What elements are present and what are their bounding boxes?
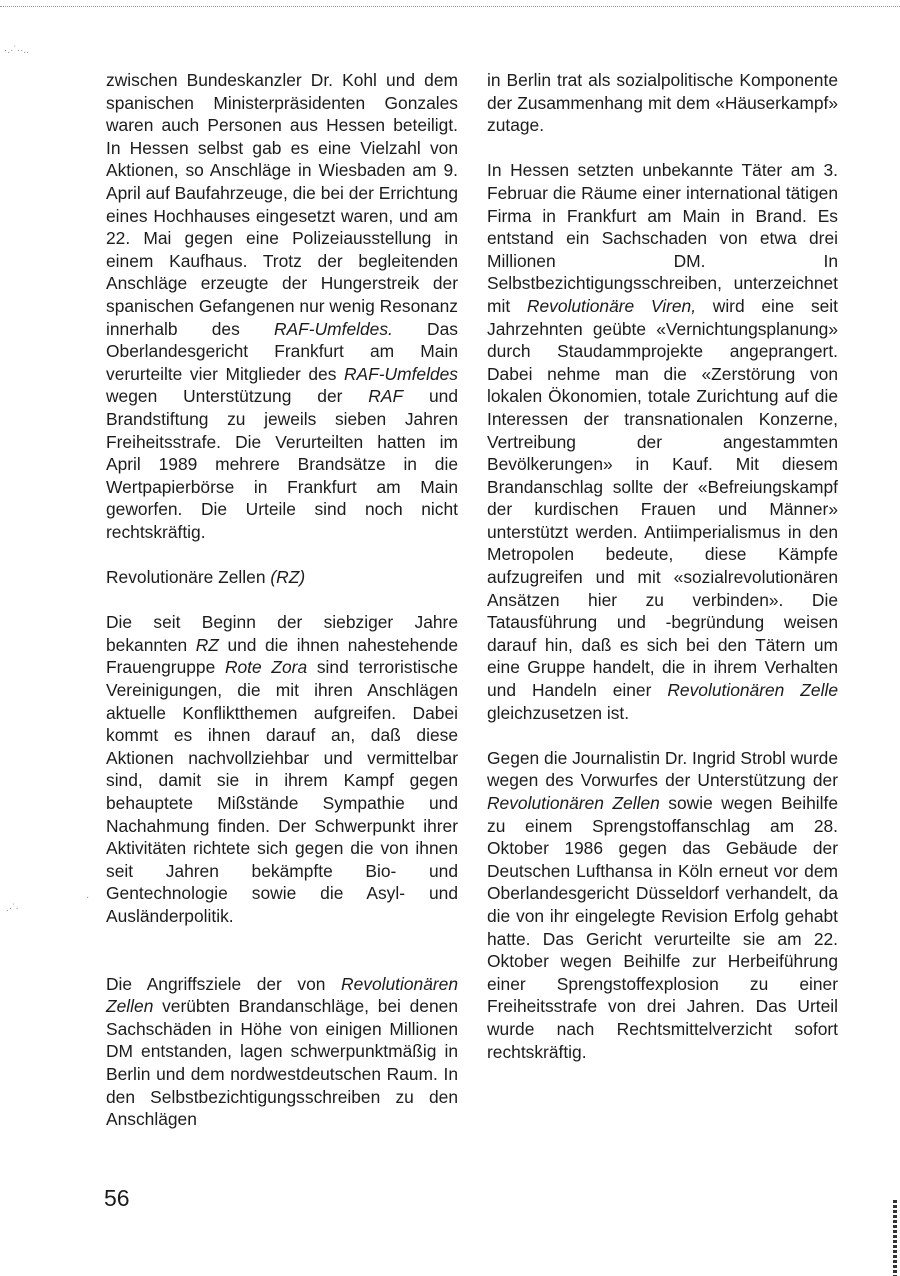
text-run: In Hessen setzten unbekannte Täter am 3. Februar die Räume einer international tätigen Firma in Frankfurt am Main in Brand. Es entstand ein Sachschaden von etwa drei Millionen DM. In Selbstbezichtigungsschreiben, unterzeichnet mit bbox=[487, 160, 838, 316]
text-run-italic: Rote Zora bbox=[224, 657, 308, 678]
right-paragraph-3 bbox=[487, 747, 838, 1063]
right-paragraph-1 bbox=[487, 69, 838, 137]
text-run-italic: Revolutionäre Viren, bbox=[526, 295, 697, 316]
left-paragraph-1 bbox=[106, 69, 458, 543]
scan-top-edge bbox=[0, 6, 900, 7]
text-run: und Brandstiftung zu jeweils sieben Jahren Freiheitsstrafe. Die Verurteilten hatten im April 1989 mehrere Brandsätze in die Wertpapierbörse in Frankfurt am Main geworfen. Die Urteile sind noch nicht rechtskräftig. bbox=[106, 386, 458, 542]
heading-text-italic: (RZ) bbox=[270, 567, 306, 588]
left-column bbox=[106, 69, 458, 1153]
left-paragraph-2 bbox=[106, 611, 458, 927]
text-run: Die Angriffsziele der von bbox=[106, 973, 342, 994]
text-run: Das Oberlandesgericht Frankfurt am Main verurteilte vier Mitglieder des bbox=[106, 318, 458, 384]
scan-speck: ·.·˙··.. bbox=[4, 45, 29, 56]
text-run-italic: RAF-Umfeldes bbox=[343, 363, 458, 384]
text-run: Gegen die Journalistin Dr. Ingrid Strobl wurde wegen des Vorwurfes der Unterstützung der bbox=[487, 747, 838, 791]
left-paragraph-3 bbox=[106, 973, 458, 1131]
text-run: sind terroristische Vereinigungen, die mit ihren Anschlägen aktuelle Konfliktthemen aufgreifen. Dabei kommt es ihnen darauf an, daß diese Aktionen nachvollziehbar und vermittelbar sind, damit sie in ihrem Kampf gegen behauptete Mißstände Sympathie und Nachahmung finden. Der Schwerpunkt ihrer Aktivitäten richtete sich gegen die von ihnen seit Jahren bekämpfte Bio- und Gentechnologie sowie die Asyl- und Ausländerpolitik. bbox=[106, 657, 458, 926]
text-run: sowie wegen Beihilfe zu einem Sprengstoffanschlag am 28. Oktober 1986 gegen das Gebäude der Deutschen Lufthansa in Köln erneut vor dem Oberlandesgericht Düsseldorf verhandelt, da die von ihr eingelegte Revision Erfolg gehabt hatte. Das Gericht verurteilte sie am 22. Oktober wegen Beihilfe zur Herbeiführung einer Sprengstoffexplosion zu einer Freiheitsstrafe von drei Jahren. Das Urteil wurde nach Rechtsmittelverzicht sofort rechtskräftig. bbox=[487, 793, 838, 1062]
heading-text: Revolutionäre Zellen bbox=[106, 567, 271, 588]
scan-speck: .·˙· bbox=[6, 903, 19, 914]
right-paragraph-2 bbox=[487, 159, 838, 724]
text-run-italic: RAF bbox=[368, 386, 404, 407]
text-run: wegen Unterstützung der bbox=[106, 386, 369, 407]
text-run: wird eine seit Jahrzehnten geübte «Vernichtungsplanung» durch Staudammprojekte angeprangert. Dabei nehme man die «Zerstörung von lokalen Ökonomien, totale Zurichtung auf die Interessen der transnationalen Konzerne, Vertreibung der angestammten Bevölkerungen» in Kauf. Mit diesem Brandanschlag sollte der «Befreiungskampf der kurdischen Frauen und Männer» unterstützt werden. Antiimperialismus in den Metropolen bedeute, diese Kämpfe aufzugreifen und mit «sozialrevolutionären Ansätzen hier zu verbinden». Die Tatausführung und -begründung weisen darauf hin, daß es sich bei den Tätern um eine Gruppe handelt, die in ihrem Verhalten und Handeln einer bbox=[487, 295, 839, 701]
text-run: in Berlin trat als sozialpolitische Komponente der Zusammenhang mit dem «Häuserkampf» zutage. bbox=[487, 70, 838, 136]
text-run: gleichzusetzen ist. bbox=[487, 702, 630, 723]
text-run: verübten Brandanschläge, bei denen Sachschäden in Höhe von einigen Millionen DM entstanden, lagen schwerpunktmäßig in Berlin und dem nordwestdeutschen Raum. In den Selbstbezichtigungsschreiben zu den Anschlägen bbox=[106, 996, 458, 1130]
text-run: und die ihnen nahestehende Frauengruppe bbox=[106, 634, 458, 678]
page-number: 56 bbox=[104, 1185, 130, 1211]
text-run-italic: Revolutionären Zellen bbox=[106, 973, 458, 1017]
text-run: Die seit Beginn der siebziger Jahre bekannten bbox=[106, 612, 458, 655]
text-run: zwischen Bundeskanzler Dr. Kohl und dem spanischen Ministerpräsidenten Gonzales waren auch Personen aus Hessen beteiligt. In Hessen selbst gab es eine Vielzahl von Aktionen, so Anschläge in Wiesbaden am 9. April auf Baufahrzeuge, die bei der Errichtung eines Hochhauses eingesetzt waren, und am 22. Mai gegen eine Polizeiausstellung in einem Kaufhaus. Trotz der begleitenden Anschläge erzeugte der Hungerstreik der spanischen Gefangenen nur wenig Resonanz innerhalb des bbox=[106, 70, 458, 339]
text-run-italic: Revolutionären Zellen bbox=[487, 793, 660, 813]
section-heading bbox=[106, 566, 458, 589]
text-run-italic: Revolutionären Zelle bbox=[667, 680, 838, 701]
text-run-italic: RAF-Umfeldes. bbox=[274, 318, 393, 339]
scan-speck: · bbox=[86, 892, 90, 903]
text-run-italic: RZ bbox=[195, 634, 219, 655]
scan-binding-edge bbox=[893, 1200, 897, 1276]
right-column bbox=[487, 69, 838, 1086]
